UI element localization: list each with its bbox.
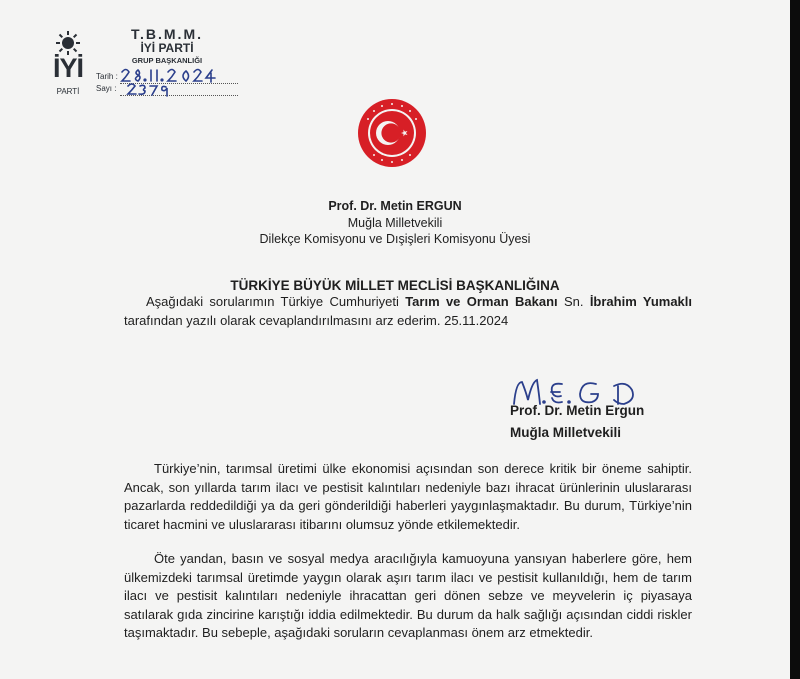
iyi-party-logo	[46, 29, 90, 99]
stamp-group: GRUP BAŞKANLIĞI	[131, 56, 203, 65]
document-heading: TÜRKİYE BÜYÜK MİLLET MECLİSİ BAŞKANLIĞINA	[230, 278, 560, 293]
stamp-date-row	[96, 72, 118, 81]
sun-icon	[46, 29, 90, 55]
minister-name: İbrahim Yumaklı	[589, 294, 693, 309]
scan-edge	[790, 0, 800, 679]
author-name: Prof. Dr. Metin ERGUN	[328, 199, 462, 213]
stamp-tbmm: T.B.M.M.	[131, 26, 203, 42]
logo-word: İYİ	[52, 53, 83, 83]
party-stamp	[40, 24, 240, 104]
tbmm-emblem	[357, 98, 427, 168]
stamp-party: İYİ PARTİ	[140, 41, 194, 55]
signatory-district: Muğla Milletvekili	[510, 425, 622, 440]
stamp-number-row	[96, 84, 116, 93]
body-paragraph-2: Öte yandan, basın ve sosyal medya aracılığıyla kamuoyuna yansıyan haberlere göre, hem ülkemizdeki tarımsal üretimde yaygın olarak aşırı tarım ilacı ve pestisit kullanıldığı, hem de tarım ilacı ve pestisit kalıntıları nedeniyle ihracattan geri dönen sebze ve meyvelerin iç piyasaya satılarak gıda zincirine karıştığı iddia edilmektedir. Bu durum da halk sağlığı açısından ciddi riskler taşımaktadır. Bu sebeple, aşağıdaki soruların cevaplanması önem arz etmektedir.	[124, 551, 692, 640]
stamp-number-label: Sayı :	[96, 84, 117, 93]
signatory-name: Prof. Dr. Metin Ergun	[510, 403, 645, 418]
logo-subtitle: PARTİ	[56, 87, 80, 96]
stamp-date-label: Tarih :	[96, 72, 118, 81]
intro-text-1: Aşağıdaki sorularımın Türkiye Cumhuriyeti	[146, 294, 406, 309]
stamp-header	[114, 27, 220, 66]
intro-text-2: Sn.	[557, 294, 590, 309]
author-district: Muğla Milletvekili	[347, 216, 443, 230]
intro-paragraph	[124, 293, 692, 330]
author-role: Dilekçe Komisyonu ve Dışişleri Komisyonu Üyesi	[259, 232, 531, 246]
intro-text-3: tarafından yazılı olarak cevaplandırılmasını arz ederim. 25.11.2024	[124, 312, 509, 328]
handwritten-stamp-values	[116, 64, 226, 98]
minister-title: Tarım ve Orman Bakanı	[405, 294, 558, 309]
body-paragraph-1: Türkiye’nin, tarımsal üretimi ülke ekonomisi açısından son derece kritik bir öneme sahiptir. Ancak, son yıllarda tarım ilacı ve pestisit kalıntıları nedeniyle bazı ihracat ürünlerinin uluslararası pazarlarda reddedildiği ya da geri gönderildiği haberleri yaygınlaşmaktadır. Bu durum, Türkiye’nin ticaret hacmini ve uluslararası itibarını olumsuz yönde etkilemektedir.	[124, 461, 692, 532]
